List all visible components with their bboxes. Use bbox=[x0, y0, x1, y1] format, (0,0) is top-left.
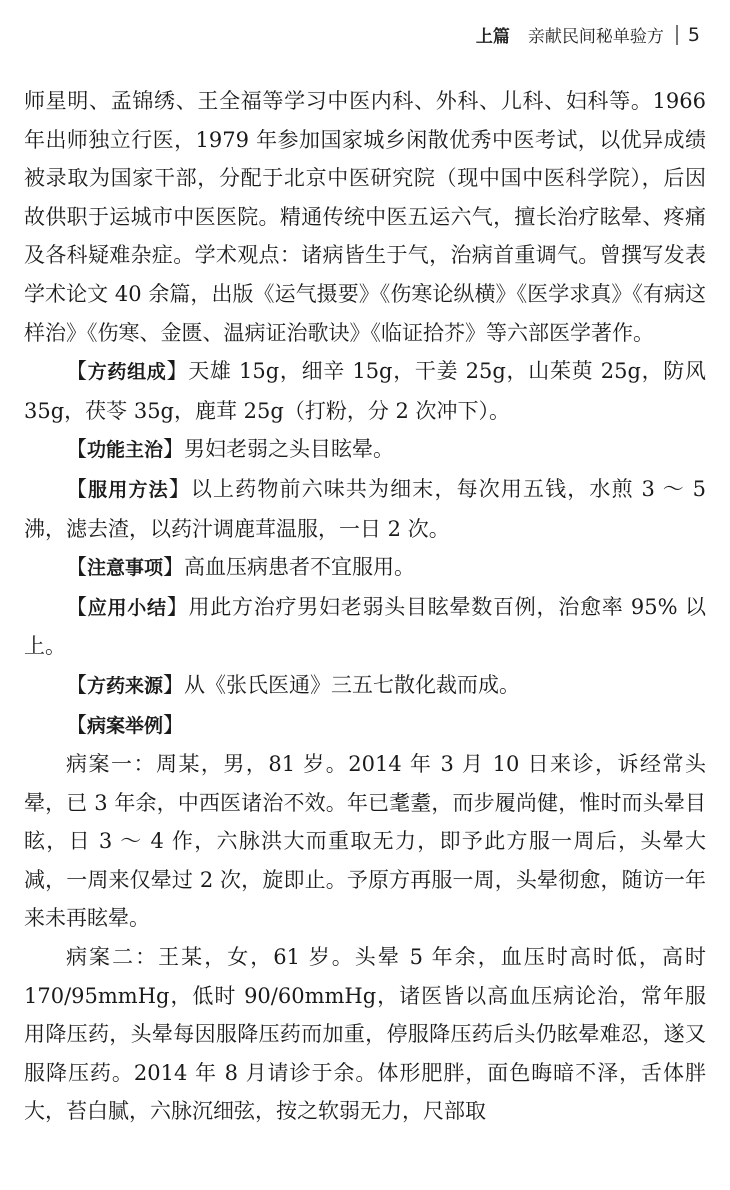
intro-paragraph: 师星明、孟锦绣、王全福等学习中医内科、外科、儿科、妇科等。1966 年出师独立行医，1979 年参加国家城乡闲散优秀中医考试，以优异成绩被录取为国家干部，分配于北京中医研究院（现中国中医科学院），后因故供职于运城市中医医院。精通传统中医五运六气，擅长治疗眩晕、疼痛及各科疑难杂症。学术观点：诸病皆生于气，治病首重调气。曾撰写发表学术论文 40 余篇，出版《运气摄要》《伤寒论纵横》《医学求真》《有病这样治》《伤寒、金匮、温病证治歌诀》《临证拾芥》等六部医学著作。 bbox=[24, 89, 706, 345]
body-text bbox=[24, 82, 706, 1131]
section-cases bbox=[24, 706, 706, 746]
part-title: 上篇 bbox=[475, 27, 510, 47]
section-source bbox=[24, 666, 706, 706]
section-label: 【应用小结】 bbox=[66, 594, 189, 619]
chapter-title: 亲献民间秘单验方 bbox=[527, 27, 664, 47]
section-text: 高血压病患者不宜服用。 bbox=[184, 555, 416, 580]
section-summary bbox=[24, 588, 706, 666]
section-label: 【病案举例】 bbox=[66, 712, 185, 737]
section-text: 从《张氏医通》三五七散化裁而成。 bbox=[184, 672, 521, 697]
case-paragraph: 病案二：王某，女，61 岁。头晕 5 年余，血压时高时低，高时 170/95mmHg，低时 90/60mmHg，诸医皆以高血压病论治，常年服用降压药，头晕每因服降压药而加重，停服降压药后头仍眩晕难忍，遂又服降压药。2014 年 8 月请诊于余。体形肥胖，面色晦暗不泽，舌体胖大，苔白腻，六脉沉细弦，按之软弱无力，尺部取 bbox=[24, 945, 706, 1124]
section-indications bbox=[24, 430, 706, 470]
section-usage bbox=[24, 470, 706, 548]
case-paragraph: 病案一：周某，男，81 岁。2014 年 3 月 10 日来诊，诉经常头晕，已 3 年余，中西医诸治不效。年已耄耋，而步履尚健，惟时而头晕目眩，日 3 ～ 4 作，六脉洪大而重取无力，即予此方服一周后，头晕大减，一周来仅晕过 2 次，旋即止。予原方再服一周，头晕彻愈，随访一年来未再眩晕。 bbox=[24, 752, 706, 931]
section-label: 【方药来源】 bbox=[66, 672, 185, 697]
section-label: 【功能主治】 bbox=[66, 437, 185, 462]
section-text: 以上药物前六味共为细末，每次用五钱，水煎 3 ～ 5 沸，滤去渣，以药汁调鹿茸温服，一日 2 次。 bbox=[24, 476, 707, 541]
section-label: 【方药组成】 bbox=[66, 359, 189, 384]
section-text: 男妇老弱之头目眩晕。 bbox=[184, 437, 395, 462]
page-number: 5 bbox=[687, 23, 700, 46]
section-label: 【服用方法】 bbox=[66, 476, 191, 501]
header-divider bbox=[676, 25, 678, 45]
running-header bbox=[476, 22, 700, 47]
section-cautions bbox=[24, 548, 706, 588]
section-formula bbox=[24, 352, 706, 430]
section-text: 天雄 15g，细辛 15g，干姜 25g，山茱萸 25g，防风 35g，茯苓 35g，鹿茸 25g（打粉，分 2 次冲下）。 bbox=[24, 359, 706, 423]
section-label: 【注意事项】 bbox=[66, 555, 185, 580]
section-text: 用此方治疗男妇老弱头目眩晕数百例，治愈率 95% 以上。 bbox=[24, 594, 706, 659]
